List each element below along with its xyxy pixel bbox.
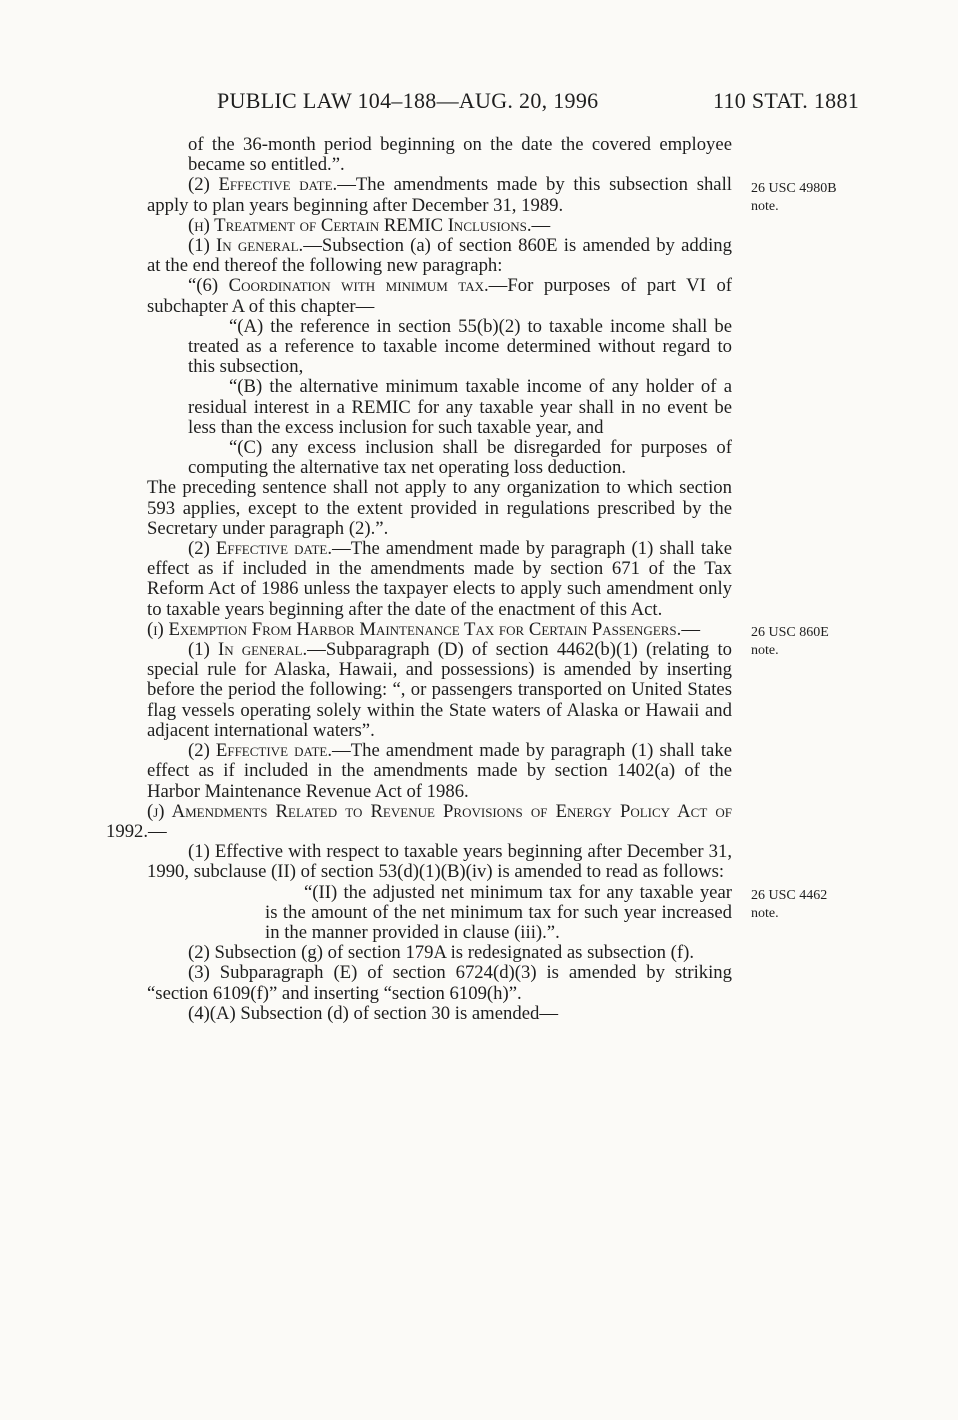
paragraph: “(C) any excess inclusion shall be disregarded for purposes of computing the alternative tax net operating loss deduction.	[188, 437, 732, 479]
margin-note-860e: 26 USC 860E note.	[751, 625, 829, 658]
margin-note-4462: 26 USC 4462 note.	[751, 888, 828, 921]
paragraph-heading: (1) In general.	[188, 235, 304, 257]
section-heading: (j) Amendments Related to Revenue Provisions of Energy Policy Act of 1992.—	[106, 800, 732, 842]
paragraph: (3) Subparagraph (E) of section 6724(d)(3) is amended by striking “section 6109(f)” and inserting “section 6109(h)”.	[147, 962, 732, 1004]
paragraph: (2) Effective date.—The amendments made by this subsection shall apply to plan years beginning after December 31, 1989.	[147, 174, 732, 216]
paragraph: “(II) the adjusted net minimum tax for any taxable year is the amount of the net minimum tax for such year increased in the manner provided in clause (iii).”.	[265, 881, 732, 943]
paragraph: (2) Subsection (g) of section 179A is redesignated as subsection (f).	[188, 942, 695, 964]
running-header-title: PUBLIC LAW 104–188—AUG. 20, 1996	[217, 88, 599, 113]
section-heading: (h) Treatment of Certain REMIC Inclusions.—	[188, 214, 551, 236]
paragraph: (2) Effective date.—The amendment made by paragraph (1) shall take effect as if included in the amendments made by section 1402(a) of the Harbor Maintenance Revenue Act of 1986.	[147, 740, 732, 802]
paragraph: “(6) Coordination with minimum tax.—For purposes of part VI of subchapter A of this chapter—	[147, 275, 733, 317]
paragraph: The preceding sentence shall not apply to any organization to which section 593 applies, except to the extent provided in regulations prescribed by the Secretary under paragraph (2).”.	[147, 477, 732, 539]
paragraph: (4)(A) Subsection (d) of section 30 is amended—	[188, 1002, 559, 1024]
paragraph-heading: (1) In general.	[188, 639, 308, 661]
margin-note-4980b: 26 USC 4980B note.	[751, 181, 837, 214]
paragraph-heading: “(6) Coordination with minimum tax.	[188, 275, 489, 297]
paragraph: (1) Effective with respect to taxable years beginning after December 31, 1990, subclause (II) of section 53(d)(1)(B)(iv) is amended to read as follows:	[147, 841, 732, 883]
paragraph: (1) In general.—Subparagraph (D) of section 4462(b)(1) (relating to special rule for Alaska, Hawaii, and possessions) is amended by inserting before the period the following: “, or passengers transported on United States flag vessels operating solely within the State waters of Alaska or Hawaii and adjacent international waters”.	[147, 639, 732, 741]
paragraph-heading: (2) Effective date.	[188, 538, 333, 560]
paragraph: (1) In general.—Subsection (a) of section 860E is amended by adding at the end thereof the following new paragraph:	[147, 235, 732, 277]
paragraph: of the 36-month period beginning on the date the covered employee became so entitled.”.	[188, 134, 732, 176]
paragraph: “(B) the alternative minimum taxable income of any holder of a residual interest in a REMIC for any taxable year shall in no event be less than the excess inclusion for such taxable year, and	[188, 376, 732, 438]
body-text	[106, 135, 732, 1024]
paragraph: (2) Effective date.—The amendment made by paragraph (1) shall take effect as if included in the amendments made by section 671 of the Tax Reform Act of 1986 unless the taxpayer elects to apply such amendment only to taxable years beginning after the date of the enactment of this Act.	[147, 538, 732, 620]
running-header-page: 110 STAT. 1881	[713, 88, 860, 113]
paragraph: “(A) the reference in section 55(b)(2) to taxable income shall be treated as a reference to taxable income determined without regard to this subsection,	[188, 315, 732, 378]
paragraph-heading: (2) Effective date.	[188, 174, 338, 196]
paragraph-heading: (2) Effective date.	[188, 740, 333, 762]
section-heading: (i) Exemption From Harbor Maintenance Tax for Certain Passengers.—	[147, 618, 701, 640]
